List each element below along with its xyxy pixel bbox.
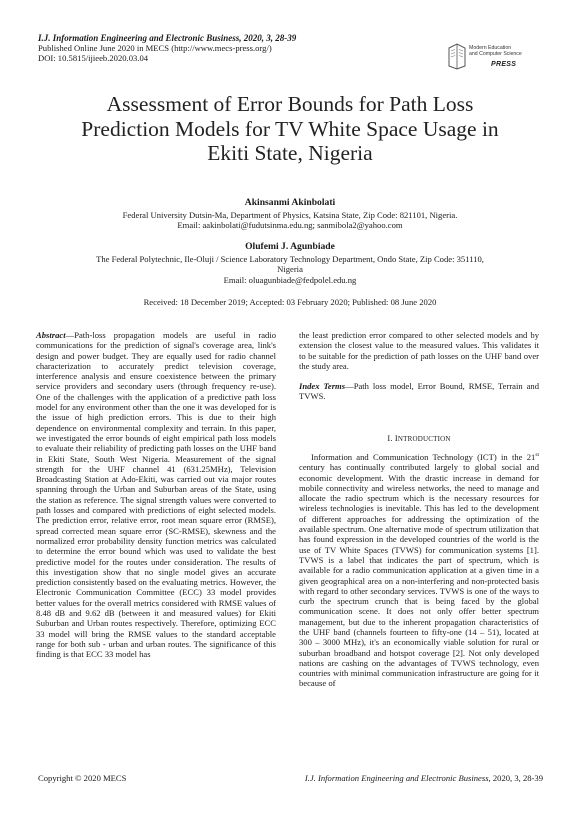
author-affiliation-country: Nigeria xyxy=(277,264,303,274)
footer-journal-name: I.J. Information Engineering and Electronic Business, xyxy=(304,773,491,783)
left-column xyxy=(36,330,276,660)
publisher-logo xyxy=(447,42,543,72)
abstract-label: Abstract xyxy=(36,330,66,340)
journal-name: I.J. Information Engineering and Electronic Business, 2020, 3, 28-39 xyxy=(38,33,297,43)
author-block-1 xyxy=(30,198,550,231)
abstract-text: —Path-loss propagation models are useful in radio communications for the prediction of signal's coverage area, link's design and power budget. They are equally used for radio channel characterization to accurately predict television coverage, interference analysis and ensure coexistence between the primary service providers and secondary users (through frequency re-use). One of the challenges with the application of a predictive path loss model for any environment other than the one it was developed for is the issue of high prediction errors. This is due to their high dependence on environmental complexity and terrain. In this paper, we investigated the error bounds of eight empirical path loss models to evaluate their reliability of predicting path losses on the UHF band in Ekiti State, South West Nigeria. Measurement of the signal strength for the UHF channel 41 (631.25MHz), Television Broadcasting Station at Ado-Ekiti, was carried out via major routes spanning through the Urban and Suburban areas of the State, using the station as reference. The signal strength values were converted to path losses and compared with predictions of eight selected models. The prediction error, relative error, root mean square error (RMSE), spread corrected mean square error (SC-RMSE), skewness and the normalized error probability density function metrics was calculated to determine the error bound which was used to validate the best predictive model for the routes under consideration. The results of this investigation show that no single model gives an accurate prediction consistently based on the evaluating metrics. However, the Electronic Communication Committee (ECC) 33 model provides better values for the overall metrics considered with RMSE values of 8.48 dB and 9.62 dB (between it and measured values) for Ekiti Suburban and Urban routes respectively. Therefore, optimizing ECC 33 model will bring the RMSE values to the standard acceptable range for both sub - urban and urban routes. The significance of this finding is that ECC 33 model has xyxy=(36,330,276,660)
index-terms-text: —Path loss model, Error Bound, RMSE, Terrain and TVWS. xyxy=(299,381,539,402)
abstract-continued: the least prediction error compared to other selected models and by extension the closest value to the measured values. This validates it to be suitable for the prediction of path losses on the UHF band over the study area. xyxy=(299,330,539,371)
index-terms-label: Index Terms xyxy=(299,381,346,392)
logo-line2: and Computer Science xyxy=(469,51,522,57)
section-title-rest: NTRODUCTION xyxy=(397,434,451,443)
logo-press: PRESS xyxy=(491,61,517,68)
footer-copyright: Copyright © 2020 MECS xyxy=(38,773,127,783)
author-block-2 xyxy=(30,242,550,285)
section-heading xyxy=(299,434,539,444)
author-name: Akinsanmi Akinbolati xyxy=(244,197,336,208)
book-icon xyxy=(447,42,467,70)
doi: DOI: 10.5815/ijieeb.2020.03.04 xyxy=(38,53,149,64)
right-column xyxy=(299,330,539,689)
index-terms xyxy=(299,381,539,402)
journal-header xyxy=(38,33,418,64)
ordinal-suffix: st xyxy=(535,452,539,459)
intro-text-rest: century has continually contributed largely to global social and economic development. With the drastic increase in demand for mobile connectivity and wireless networks, the need to manage and allocate the radio spectrum which is the necessary resources for wireless technologies is inevitable. This has led to the development of different approaches for addressing the optimization of the available spectrum. One alternative mode of spectrum utilization that has found expression in the developed countries of the world is the use of TV White Spaces (TVWS) for communication systems [1]. TVWS is a label that indicates the part of spectrum, which is available for a radio communication application at a given time in a given geographical area on a non-interfering and non-protected basis with regard to other secondary services. TVWS is one of the ways to curb the spectrum crunch that is being faced by the global communication scene. It does not only offer better spectrum management, but due to the inherent propagation characteristics of the UHF band (channels fourteen to fifty-one (14 – 51), located at 300 – 3000 MHz), it's an economically viable solution for rural or suburban broadband and hotspot coverage [2]. Not only developed nations are cashing on the advantages of TVWS technology, even countries with minimal communication infrastructure are going for it because of xyxy=(299,462,539,689)
logo-line1: Modern Education xyxy=(469,45,512,51)
publication-info: Published Online June 2020 in MECS (http://www.mecs-press.org/) xyxy=(38,43,272,54)
paper-title: Assessment of Error Bounds for Path Loss Prediction Models for TV White Space Usage in Ekiti State, Nigeria xyxy=(81,92,499,165)
footer-issue: 2020, 3, 28-39 xyxy=(490,773,543,783)
author-affiliation: The Federal Polytechnic, Ile-Oluji / Science Laboratory Technology Department, Ondo State, Zip Code: 351110, xyxy=(96,253,484,264)
abstract xyxy=(36,330,276,660)
intro-paragraph xyxy=(299,450,539,689)
dates-line: Received: 18 December 2019; Accepted: 03 February 2020; Published: 08 June 2020 xyxy=(143,297,437,307)
author-affiliation: Federal University Dutsin-Ma, Department of Physics, Katsina State, Zip Code: 821101, Nigeria. xyxy=(122,209,458,220)
section-first-letter: I xyxy=(394,433,398,443)
author-email: Email: oluagunbiade@fedpolel.edu.ng xyxy=(223,274,357,285)
section-number: I. xyxy=(387,433,395,443)
footer-journal xyxy=(258,773,543,783)
author-name: Olufemi J. Agunbiade xyxy=(245,241,335,252)
intro-text-start: Information and Communication Technology (ICT) in the 21 xyxy=(311,451,536,462)
author-email: Email: aakinbolati@fudutsinma.edu.ng; sanmibola2@yahoo.com xyxy=(177,220,403,230)
